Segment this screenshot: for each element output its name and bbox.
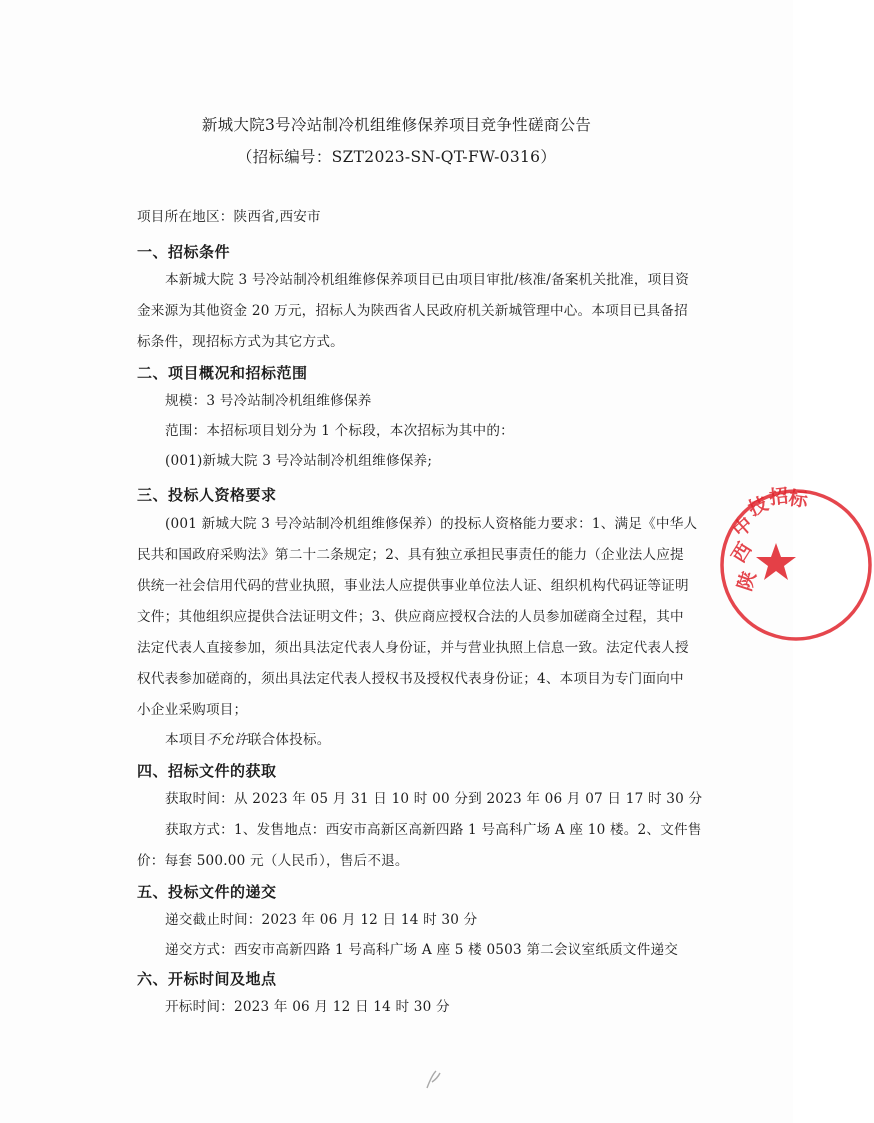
section-3-line: 法定代表人直接参加，须出具法定代表人身份证，并与营业执照上信息一致。法定代表人授 xyxy=(137,640,689,656)
svg-text:陕: 陕 xyxy=(733,568,761,594)
section-3-line: 民共和国政府采购法》第二十二条规定；2、具有独立承担民事责任的能力（企业法人应提 xyxy=(137,547,684,563)
svg-text:招: 招 xyxy=(768,485,790,509)
section-3-line: 供统一社会信用代码的营业执照，事业法人应提供事业单位法人证、组织机构代码证等证明 xyxy=(137,578,689,594)
section-6-line: 开标时间：2023 年 06 月 12 日 14 时 30 分 xyxy=(165,999,450,1015)
section-2-line: 规模：3 号冷站制冷机组维修保养 xyxy=(165,393,372,409)
consortium-prefix: 本项目 xyxy=(165,732,207,748)
section-5-line: 递交方式：西安市高新四路 1 号高科广场 A 座 5 楼 0503 第二会议室纸质文件递交 xyxy=(165,942,679,958)
svg-text:西: 西 xyxy=(727,538,757,567)
pen-mark xyxy=(424,1068,444,1090)
section-2-heading: 二、项目概况和招标范围 xyxy=(137,364,308,382)
section-4-line: 获取方式：1、发售地点：西安市高新区高新四路 1 号高科广场 A 座 10 楼。2、文件售 xyxy=(165,822,702,838)
svg-text:技: 技 xyxy=(745,492,772,521)
section-4-heading: 四、招标文件的获取 xyxy=(137,762,277,780)
svg-text:标: 标 xyxy=(787,487,810,512)
consortium-suffix: 联合体投标。 xyxy=(247,732,331,748)
section-1-line: 金来源为其他资金 20 万元，招标人为陕西省人民政府机关新城管理中心。本项目已具备招 xyxy=(137,303,688,319)
section-3-heading: 三、投标人资格要求 xyxy=(137,486,277,504)
section-3-line: (001 新城大院 3 号冷站制冷机组维修保养）的投标人资格能力要求：1、满足《中华人 xyxy=(165,516,698,532)
section-2-line: 范围：本招标项目划分为 1 个标段，本次招标为其中的： xyxy=(165,423,514,439)
section-4-line: 获取时间：从 2023 年 05 月 31 日 10 时 00 分到 2023 年 06 月 07 日 17 时 30 分 xyxy=(165,791,703,807)
section-5-heading: 五、投标文件的递交 xyxy=(137,883,277,901)
section-2-line: (001)新城大院 3 号冷站制冷机组维修保养; xyxy=(165,453,433,469)
svg-text:中: 中 xyxy=(728,512,758,542)
section-1-line: 标条件，现招标方式为其它方式。 xyxy=(137,334,344,350)
bid-number: （招标编号：SZT2023-SN-QT-FW-0316） xyxy=(236,148,557,166)
document-title: 新城大院3号冷站制冷机组维修保养项目竞争性磋商公告 xyxy=(201,116,592,134)
section-3-line: 权代表参加磋商的，须出具法定代表人授权书及授权代表身份证；4、本项目为专门面向中 xyxy=(137,671,684,687)
consortium-italic: 不允许 xyxy=(206,732,248,748)
section-6-heading: 六、开标时间及地点 xyxy=(137,970,277,988)
section-3-line: 小企业采购项目； xyxy=(137,702,248,718)
consortium-line xyxy=(165,731,677,749)
official-seal-stamp xyxy=(714,480,874,650)
section-1-heading: 一、招标条件 xyxy=(137,243,231,261)
section-5-line: 递交截止时间：2023 年 06 月 12 日 14 时 30 分 xyxy=(165,912,478,928)
section-3-line: 文件；其他组织应提供合法证明文件；3、供应商应授权合法的人员参加磋商全过程，其中 xyxy=(137,609,684,625)
project-region: 项目所在地区：陕西省,西安市 xyxy=(137,209,321,225)
section-4-line: 价：每套 500.00 元（人民币），售后不退。 xyxy=(137,853,409,869)
section-1-line: 本新城大院 3 号冷站制冷机组维修保养项目已由项目审批/核准/备案机关批准，项目资 xyxy=(165,272,690,288)
